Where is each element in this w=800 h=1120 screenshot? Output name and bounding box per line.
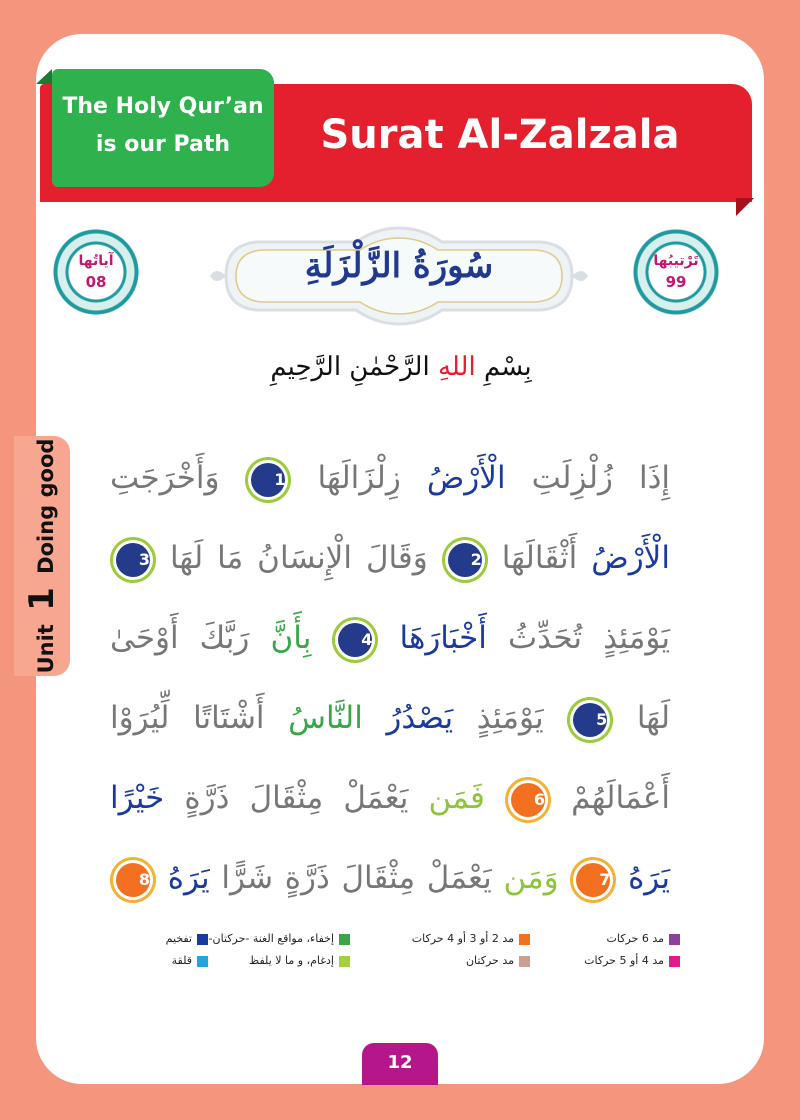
verse-text: وَأَخْرَجَتِ: [110, 460, 220, 496]
verse-text: النَّاسُ: [288, 700, 363, 736]
verse-text: لَهَا: [636, 700, 671, 736]
series-tag-line1: The Holy Qur’an: [62, 94, 264, 119]
verse-number-marker: 3: [116, 543, 150, 577]
verses-block: [110, 438, 670, 918]
legend-swatch: [519, 934, 530, 945]
surah-order-medallion: [632, 228, 720, 316]
verse-text: أَثْقَالَهَا: [501, 540, 578, 576]
verse-count-number: 08: [85, 273, 107, 291]
verse-text: يَرَهُ: [167, 860, 210, 896]
tajweed-legend: [140, 930, 680, 970]
verse-text: يَعْمَلْ مِثْقَالَ ذَرَّةٍ: [184, 780, 409, 816]
legend-swatch: [339, 934, 350, 945]
legend-item: مد 6 حركات: [606, 932, 664, 945]
unit-prefix: Unit: [34, 624, 58, 674]
unit-tab-label: [22, 439, 62, 674]
basmala-part1: بِسْمِ: [483, 352, 532, 382]
verse-text: الْأَرْضُ: [591, 540, 670, 576]
verse-text: الْأَرْضُ: [426, 460, 506, 496]
verse-number-marker: 6: [511, 783, 545, 817]
verse-line-5: [110, 758, 670, 838]
unit-name: Doing good: [34, 438, 58, 574]
tag-fold: [36, 69, 52, 84]
verse-text: فَمَن: [428, 780, 485, 816]
legend-item: مد 4 أو 5 حركات: [584, 954, 664, 967]
legend-item: قلقة: [171, 954, 192, 967]
surah-order-label: تَرْتيبُها: [653, 253, 699, 269]
verse-line-3: [110, 598, 670, 678]
verse-number-marker: 4: [338, 623, 372, 657]
verse-number-marker: 8: [116, 863, 150, 897]
verse-text: رَبَّكَ أَوْحَىٰ: [110, 620, 250, 656]
surah-order-number: 99: [665, 273, 687, 291]
verse-number-marker: 5: [573, 703, 607, 737]
basmala-part3: الرَّحْمٰنِ الرَّحِيمِ: [270, 352, 430, 382]
verse-text: وَقَالَ الْإِنسَانُ مَا لَهَا: [169, 540, 428, 576]
verse-number-marker: 2: [448, 543, 482, 577]
series-tag-text: [52, 88, 274, 164]
verse-number-marker: 1: [251, 463, 285, 497]
verse-line-6: [110, 838, 670, 918]
series-tag-line2: is our Path: [95, 132, 231, 157]
verse-text: أَعْمَالَهُمْ: [571, 780, 670, 816]
verse-text: خَيْرًا: [110, 780, 165, 816]
legend-swatch: [197, 934, 208, 945]
title-band-fold: [736, 198, 754, 216]
verse-text: يَصْدُرُ: [386, 700, 454, 736]
verse-count-label: آياتُها: [78, 253, 114, 269]
legend-item: إخفاء، مواقع الغنة -حركتان-: [208, 932, 334, 945]
surah-name-arabic: سُورَةُ الزَّلْزَلَةِ: [304, 246, 494, 286]
verse-text: يَعْمَلْ مِثْقَالَ ذَرَّةٍ شَرًّا: [221, 860, 492, 896]
legend-swatch: [669, 956, 680, 967]
page-title: Surat Al-Zalzala: [320, 112, 680, 158]
legend-swatch: [669, 934, 680, 945]
verse-text: يَوْمَئِذٍ: [476, 700, 544, 736]
verse-text: أَخْبَارَهَا: [399, 620, 487, 656]
basmala: [226, 352, 576, 382]
verse-text: أَشْتَاتًا لِّيُرَوْا: [110, 700, 265, 736]
verse-count-medallion: [52, 228, 140, 316]
verse-text: يَرَهُ: [628, 860, 671, 896]
legend-swatch: [339, 956, 350, 967]
verse-text: بِأَنَّ: [270, 620, 312, 656]
verse-line-4: [110, 678, 670, 758]
verse-text: زِلْزَالَهَا: [317, 460, 401, 496]
verse-line-1: [110, 438, 670, 518]
verse-text: يَوْمَئِذٍ تُحَدِّثُ: [507, 620, 671, 656]
legend-item: مد 2 أو 3 أو 4 حركات: [411, 932, 514, 945]
verse-number-marker: 7: [576, 863, 610, 897]
verse-text: إِذَا زُلْزِلَتِ: [531, 460, 671, 496]
legend-item: مد حركتان: [465, 954, 514, 967]
verse-line-2: [110, 518, 670, 598]
basmala-part2: اللهِ: [437, 352, 476, 382]
unit-number: 1: [22, 587, 62, 611]
legend-swatch: [519, 956, 530, 967]
page-number: 12: [387, 1052, 413, 1073]
legend-item: إدغام، و ما لا يلفظ: [249, 954, 334, 967]
legend-item: تفخيم: [165, 932, 192, 945]
legend-swatch: [197, 956, 208, 967]
verse-text: وَمَن: [503, 860, 559, 896]
